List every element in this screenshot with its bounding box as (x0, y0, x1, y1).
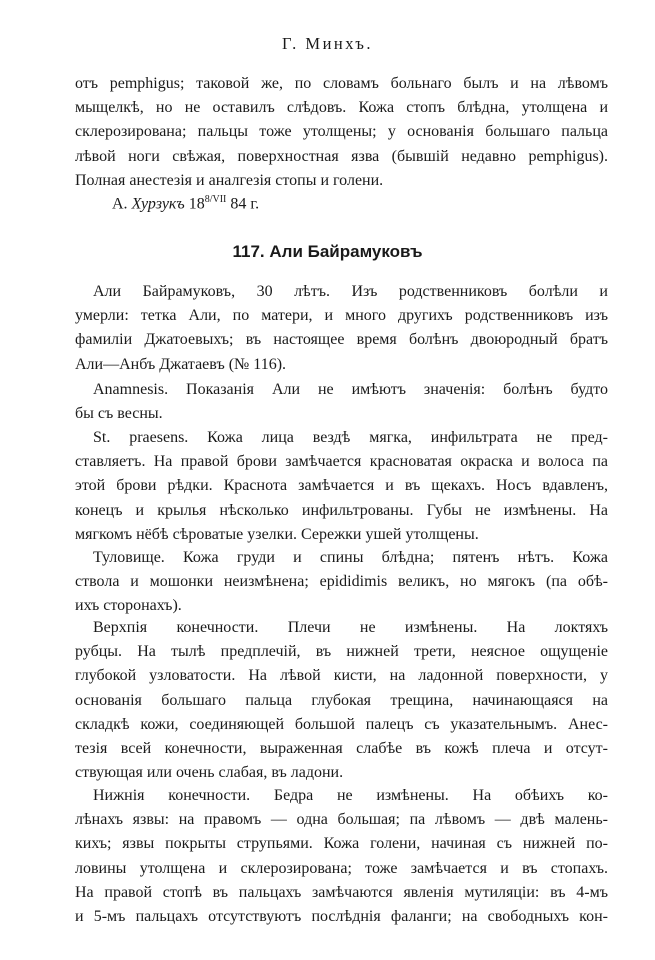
text-line: кихъ; язвы покрыты струпьями. Кожа голени, начиная съ нижней по- (75, 835, 608, 853)
text-line: ствола и мошонки неизмѣнена; epididimis великъ, но мягокъ (па обѣ- (75, 573, 608, 591)
paragraph-status-praesens (75, 426, 608, 547)
text-line: Полная анестезія и аналгезія стопы и голени. (75, 171, 384, 189)
text-line: St. praesens. Кожа лица вездѣ мягка, инфильтрата не пред- (93, 429, 608, 446)
text-line: ихъ сторонахъ). (75, 597, 182, 615)
paragraph-upper-limbs (75, 616, 608, 785)
text-line: умерли: тетка Али, по матери, и много другихъ родственниковъ изъ (75, 307, 608, 325)
continuation-paragraph (75, 72, 608, 193)
signature-date-day: 18 (188, 195, 205, 213)
paragraph-anamnesis (75, 378, 608, 426)
text-line: и 5-мъ пальцахъ отсутствуютъ послѣднія фаланги; на свободныхъ кон- (75, 908, 608, 926)
text-line: Али Байрамуковъ, 30 лѣтъ. Изъ родственниковъ болѣли и (93, 283, 608, 300)
paragraph-intro (75, 280, 608, 377)
text-line: мыщелкѣ, но не оставилъ слѣдовъ. Кожа стопъ блѣдна, утолщена и (75, 99, 608, 117)
text-line: ловины утолщена и склерозирована; тоже замѣчается и въ стопахъ. (75, 859, 608, 877)
text-line: этой брови рѣдки. Краснота замѣчается и въ щекахъ. Носъ вдавленъ, (75, 477, 608, 495)
text-line: Али—Анбъ Джатаевъ (№ 116). (75, 355, 287, 373)
text-line: фамиліи Джатоевыхъ; въ настоящее время болѣнъ двоюродный братъ (75, 331, 608, 349)
text-line: основанія большаго пальца глубокая трещина, начинающаяся на (75, 691, 608, 709)
text-line: складкѣ кожи, соединяющей большой палецъ съ указательнымъ. Анес- (75, 715, 608, 733)
text-line: бы съ весны. (75, 405, 163, 423)
section-heading: 117. Али Байрамуковъ (232, 242, 423, 261)
text-line: Нижнія конечности. Бедра не измѣнены. На обѣихъ ко- (93, 787, 608, 804)
signature-name: Хурзукъ (131, 195, 185, 213)
running-head: Г. Минхъ. (281, 34, 374, 53)
signature-line (112, 188, 645, 217)
paragraph-torso (75, 546, 608, 619)
text-line: Верхпія конечности. Плечи не измѣнены. На локтяхъ (93, 619, 608, 636)
text-line: отъ pemphigus; таковой же, по словамъ больнаго былъ и на лѣвомъ (75, 75, 608, 92)
text-line: Туловище. Кожа груди и спины блѣдна; пятенъ нѣтъ. Кожа (93, 549, 608, 566)
signature-date-year: 84 г. (230, 195, 260, 213)
text-line: склерозирована; пальцы тоже утолщены; у основанія большаго пальца (75, 123, 608, 141)
text-line: тезія всей конечности, выраженная слабѣе въ кожѣ плеча и отсут- (75, 740, 608, 758)
text-line: глубокой узловатости. На лѣвой кисти, на ладонной поверхности, у (75, 667, 608, 685)
text-line: лѣнахъ язвы: на правомъ — одна большая; па лѣвомъ — двѣ малень- (75, 811, 608, 829)
signature-date-month: 8/VII (204, 194, 227, 205)
text-line: На правой стопѣ въ пальцахъ замѣчаются явленія мутиляціи: въ 4-мъ (75, 883, 608, 901)
text-line: ставляетъ. На правой брови замѣчается красноватая окраска и волоса па (75, 453, 608, 471)
text-line: ствующая или очень слабая, въ ладони. (75, 764, 344, 782)
signature-prefix: А. (112, 195, 128, 213)
text-line: рубцы. На тылѣ предплечій, въ нижней трети, неясное ощущеніе (75, 643, 608, 661)
text-line: Anamnesis. Показанія Али не имѣютъ значенія: болѣнъ будто (93, 381, 608, 398)
text-line: мягкомъ нёбѣ сѣроватые узелки. Сережки ушей утолщены. (75, 525, 479, 543)
paragraph-lower-limbs (75, 784, 608, 929)
text-line: лѣвой ноги свѣжая, поверхностная язва (бывшій недавно pemphigus). (75, 147, 608, 165)
text-line: конецъ и крылья нѣсколько инфильтрованы. Губы не измѣнены. На (75, 501, 608, 519)
